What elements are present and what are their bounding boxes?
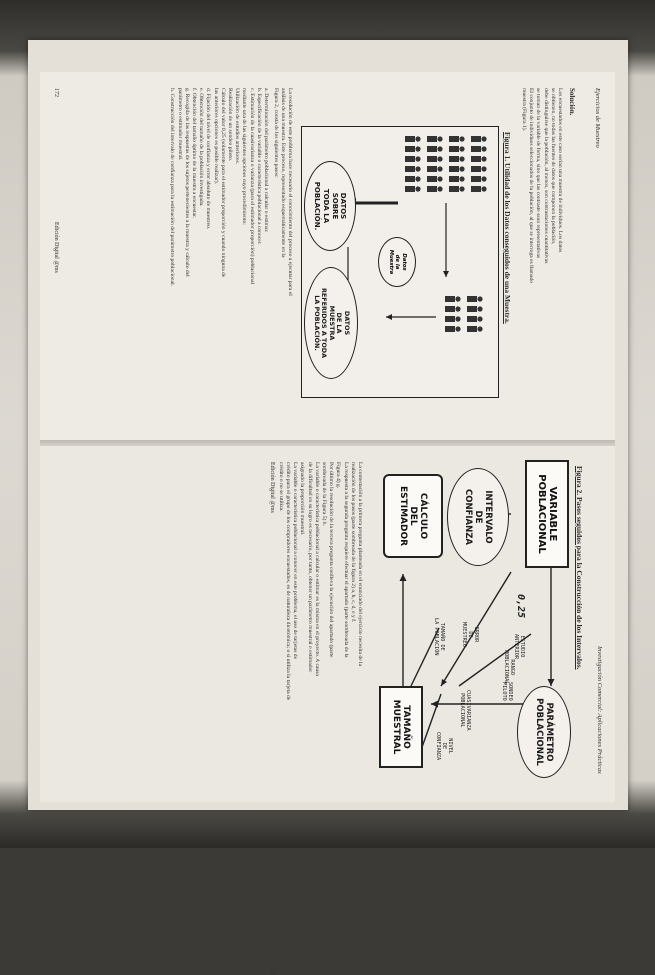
box-tamano-muestral: TAMAÑO MUESTRAL — [379, 686, 423, 768]
oval-datos-referidos: DATOS DE LA MUESTRA REFERIDOS A TODA LA POBLACIÓN. — [304, 267, 358, 379]
page-number-left: 172 — [53, 88, 59, 97]
box-calculo-estimador: CÁLCULO DEL ESTIMADOR — [383, 474, 443, 558]
running-header: Investigación Comercial: Aplicaciones Prácticas — [596, 646, 603, 774]
label-rango-poblacional: RANGO POBLACIONAL — [503, 650, 515, 685]
oval-intervalo-confianza: INTERVALO DE CONFIANZA — [447, 468, 509, 566]
process-steps-list: a. Determinación del parámetro poblacional a calcular o estimar. b. Especificación de la variable o característica poblacional a conocer. c. Estimación de la cuasivarianza o varianza (para el estimador proporción) poblacional mediante una de las siguientes opciones cuyo procedimiento: Utilización de estudios anteriores. Realización de un sondeo piloto. Cálculo del valor 0,25 (solamente para el estimador proporción y cuando ninguna de las anteriores opciones es posible realizar). d. Fijación del nivel de confianza y error absoluto de muestreo. e. Obtención del tamaño de la población investigada. f. Obtención del tamaño óptimo de la muestra a encuestar. g. Recogida de las respuestas de los sujetos pertenecientes a la muestra y cálculo del parámetro o estimador muestral. h. Construcción del intervalo de confianza para la estimación del parámetro poblacional. — [169, 88, 269, 287]
intro-paragraph: Los encuestados en este caso serían una muestra de individuos. Los datos se obtienen, no todas las fuentes de datos que componen la población, debe distinguirse que la población, al menos, son contrastaciones cuantitativas se toman de la variable de forma, sino que las contraste sean representativas El conjunto de individuos seleccionados de la población, al que se interroga es llamado muestra (Figura 1). — [520, 88, 563, 284]
figure-2-title: Figura 2. Pasos seguidos para la Construcción de los Intervalos. — [575, 466, 584, 670]
page-number-right: 173 — [269, 966, 275, 975]
figure-1 — [301, 126, 499, 398]
footer-right: Edición Digital @ms — [269, 462, 275, 513]
oval-datos-poblacion: DATOS SOBRE TODA LA POBLACIÓN. — [304, 161, 356, 251]
left-page-content — [40, 72, 615, 444]
running-header: Ejercicios de Muestreo — [594, 88, 601, 148]
figure-1-title: Figura 1. Utilidad de los Datos conseguidos de una Muestra. — [503, 132, 512, 324]
footer-left: Edición Digital @ms — [53, 222, 59, 273]
label-cuasivarianza: CUASIVARIANZA POBLACIONAL — [459, 690, 471, 731]
label-tamano-poblacion: TAMAÑO DE LA POBLACIÓN — [433, 618, 445, 656]
section-title: Solución. — [568, 88, 576, 116]
figure-2 — [375, 454, 571, 784]
label-estudio-anterior: ESTUDIO ANTERIOR — [513, 634, 525, 659]
label-error-muestreo: ERROR DE MUESTREO — [461, 622, 479, 647]
label-valor-025: 0,25 — [515, 594, 526, 619]
box-variable-poblacional: VARIABLE POBLACIONAL — [525, 460, 569, 568]
right-body-text: La contestación a la primera pregunta planteada en el enunciado del ejercicio necesita de la realización de los pasos (parte sombreada de la figura 2) a, b, c, d, e y f. La respuesta a la segunda pregunta requiere efectuar el apartado (parte sombreada de la Figura 4) g. Por último la resolución de la tercera pregunta conlleva la ejecución del apartado (parte sombreada de la Figura 5) h. La variable o característica poblacional a calcular o estimar es la misma en el proyecto. A causa de la dificultad en su logro es necesario, por tanto, obtener un parámetro muestral o estimador asignado la proporción muestral. La variable o característica poblacional a conocer en este problema, el uso de tarjetas de crédito para el grupo de los compradores encuestados, es de naturaleza dicotómica; o sí utiliza la tarjeta de crédito o no se utiliza. — [277, 462, 363, 701]
oval-parametro-poblacional: PARÁMETRO POBLACIONAL — [517, 686, 571, 778]
oval-datos-muestra: Datos de la Muestra — [378, 237, 416, 287]
right-page-content — [40, 446, 615, 975]
process-intro: La resolución de este problema hace necesario el conocimiento del proceso a ejecutar para el análisis de una muestra. Este proceso, representado esquemáticamente en la Figura 2, consta de los siguientes pasos: — [272, 88, 293, 296]
label-sondeo-piloto: SONDEO PILOTO — [501, 682, 513, 701]
label-nivel-confianza: NIVEL DE CONFIANZA — [435, 732, 453, 761]
